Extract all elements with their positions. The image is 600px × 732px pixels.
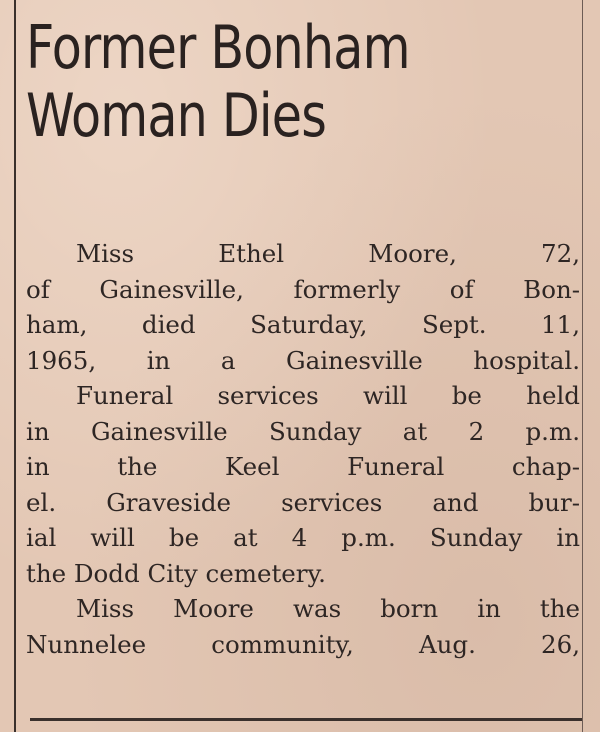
- column-rule-left: [14, 0, 16, 732]
- paragraph-2: [26, 378, 580, 591]
- body-line: 1965, in a Gainesville hospital.: [26, 345, 580, 375]
- body-line: ial will be at 4 p.m. Sunday in: [26, 523, 580, 552]
- article-body: [26, 236, 580, 662]
- headline-line-1: Former Bonham: [26, 13, 410, 83]
- headline: [26, 0, 480, 150]
- body-line: ham, died Saturday, Sept. 11,: [26, 310, 580, 339]
- column-rule-right: [582, 0, 583, 732]
- body-line: the Dodd City cemetery.: [26, 558, 326, 588]
- body-line: Miss Ethel Moore, 72,: [76, 239, 580, 268]
- body-line: Nunnelee community, Aug. 26,: [26, 629, 580, 659]
- body-line: in Gainesville Sunday at 2 p.m.: [26, 416, 580, 446]
- paragraph-1: [26, 236, 580, 378]
- body-line: Funeral services will be held: [76, 381, 580, 410]
- body-line: el. Graveside services and bur-: [26, 487, 580, 517]
- news-clipping: [26, 0, 580, 732]
- paragraph-3: [26, 591, 580, 662]
- body-line: in the Keel Funeral chap-: [26, 452, 580, 481]
- body-line: Miss Moore was born in the: [76, 594, 580, 623]
- column-rule-bottom: [30, 718, 582, 721]
- body-line: of Gainesville, formerly of Bon-: [26, 274, 580, 304]
- headline-line-2: Woman Dies: [26, 81, 327, 151]
